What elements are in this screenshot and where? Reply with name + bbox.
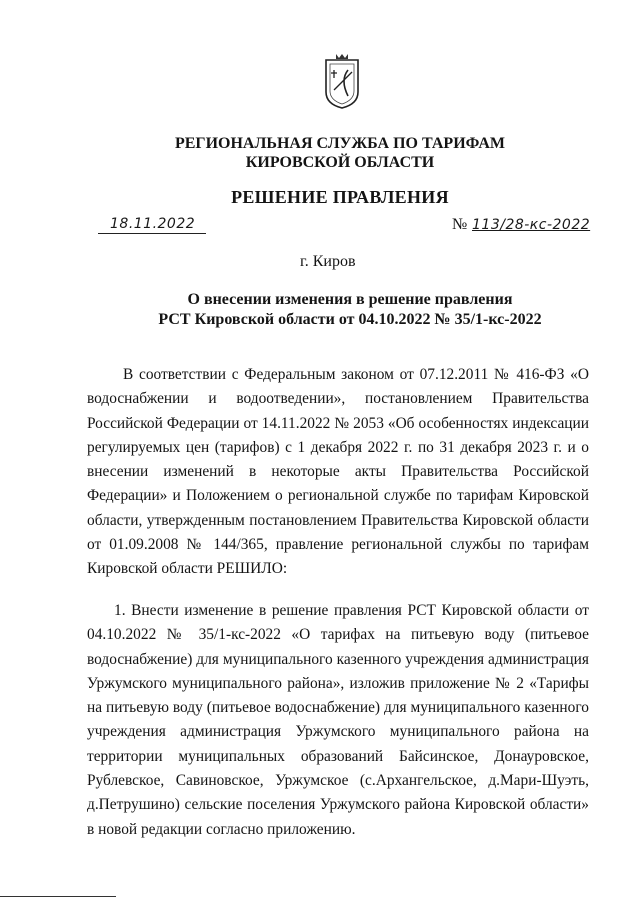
kirov-coat-of-arms-icon bbox=[322, 52, 362, 110]
city: г. Киров bbox=[300, 253, 356, 270]
document-type-title: РЕШЕНИЕ ПРАВЛЕНИЯ bbox=[231, 187, 449, 207]
body-paragraph-1: В соответствии с Федеральным законом от 07.12.2011 № 416-ФЗ «О водоснабжении и водоотведении», постановлением Правительства Российской Федерации от 14.11.2022 № 2053 «Об особенностях индексации регулируемых цен (тарифов) с 1 декабря 2022 г. по 31 декабря 2023 г. и о внесении изменений в некоторые акты Правительства Российской Федерации» и Положением о региональной службе по тарифам Кировской области, утвержденным постановлением Правительства Кировской области от 01.09.2008 № 144/365, правление региональной службы по тарифам Кировской области РЕШИЛО: bbox=[87, 366, 589, 578]
subject-line-1: О внесении изменения в решение правления bbox=[187, 291, 513, 308]
footer-line bbox=[0, 896, 116, 897]
document-date: 18.11.2022 bbox=[110, 216, 196, 232]
organization-name-line-2: КИРОВСКОЙ ОБЛАСТИ bbox=[245, 154, 435, 171]
subject-line-2: РСТ Кировской области от 04.10.2022 № 35/1-кс-2022 bbox=[158, 311, 542, 328]
number-sign: № bbox=[452, 216, 468, 233]
body-paragraph-2: 1. Внести изменение в решение правления РСТ Кировской области от 04.10.2022 № 35/1-кс-2022 «О тарифах на питьевую воду (питьевое водоснабжение) для муниципального казенного учреждения администрация Уржумского муниципального района», изложив приложение № 2 «Тарифы на питьевую воду (питьевое водоснабжение) для муниципального казенного учреждения администрация Уржумского муниципального района на территории муниципальных образований Байсинское, Донауровское, Рублевское, Савиновское, Уржумское (с.Архангельское, д.Мари-Шуэть, д.Петрушино) сельские поселения Уржумского района Кировской области» в новой редакции согласно приложению. bbox=[87, 602, 589, 838]
organization-name-line-1: РЕГИОНАЛЬНАЯ СЛУЖБА ПО ТАРИФАМ bbox=[174, 135, 506, 152]
date-underline bbox=[98, 233, 206, 234]
document-number: 113/28-кс-2022 bbox=[472, 217, 591, 233]
